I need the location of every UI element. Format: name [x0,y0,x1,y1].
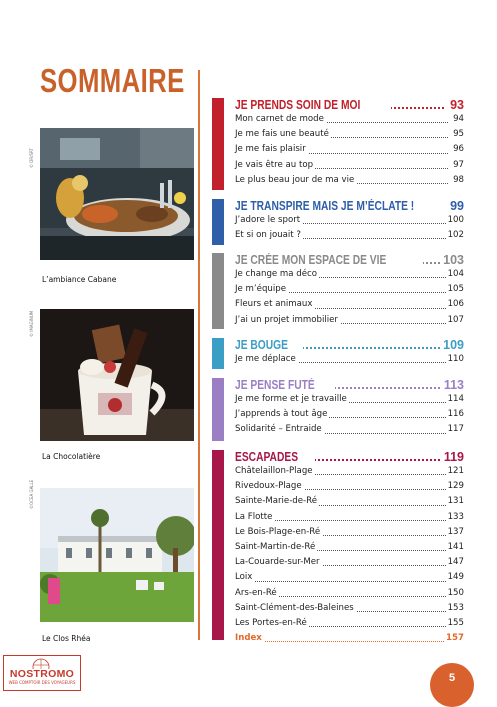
entry-page: 106 [446,297,464,312]
photo-chocolatiere [40,309,194,441]
photo-credit: © DR/SRT [29,148,34,168]
toc-entry[interactable] [235,173,464,188]
toc-entry[interactable] [235,540,464,555]
section-title[interactable] [235,450,464,464]
entry-label: Je me déplace [235,352,298,367]
entry-page: 137 [446,525,464,540]
photo-caption: La Chocolatière [42,452,101,461]
toc-entry[interactable] [235,267,464,282]
entry-label: Saint-Clément-des-Baleines [235,601,356,616]
photo-credit: © IMAGINUM [29,310,34,337]
section-page: 109 [443,338,464,352]
garden-house-image [40,488,194,622]
section-title-text: JE PRENDS SOIN DE MOI [235,98,361,112]
entry-page: 98 [451,173,464,188]
entry-label: La Flotte [235,510,274,525]
section-color-bar [212,338,224,369]
entry-label: Je vais être au top [235,158,315,173]
entry-page: 131 [446,494,464,509]
section-title[interactable] [235,98,464,112]
toc-entry[interactable] [235,525,464,540]
entry-page: 107 [446,313,464,328]
toc-entry[interactable] [235,422,464,437]
toc-entry[interactable] [235,616,464,631]
entry-page: 117 [446,422,464,437]
entry-label: Ars-en-Ré [235,586,279,601]
photo-caption: Le Clos Rhéa [42,634,91,643]
entry-label: Je me forme et je travaille [235,392,349,407]
toc-entry[interactable] [235,555,464,570]
toc-entry[interactable] [235,479,464,494]
chocolate-mug-image [40,309,194,441]
toc-entry[interactable] [235,586,464,601]
publisher-logo [3,655,81,691]
section-title[interactable] [235,199,464,213]
logo-tagline: WEB COMPTOIR DES VOYAGEURS [8,680,76,685]
entry-page: 96 [451,142,464,157]
section-title-text: JE BOUGE [235,338,288,352]
section-color-bar [212,253,224,329]
entry-label: Je me fais une beauté [235,127,331,142]
entry-label: Les Portes-en-Ré [235,616,309,631]
entry-page: 105 [446,282,464,297]
toc-entry[interactable] [235,494,464,509]
entry-label: Loix [235,570,254,585]
section-color-bar [212,450,224,640]
entry-label: Saint-Martin-de-Ré [235,540,317,555]
section-title-text: JE TRANSPIRE MAIS JE M’ÉCLATE ! [235,199,415,213]
section-title[interactable] [235,378,464,392]
entry-page: 157 [444,631,464,646]
section-color-bar [212,378,224,441]
section-title[interactable] [235,253,464,267]
entry-label: J’ai un projet immobilier [235,313,340,328]
section-page: 119 [443,450,464,464]
section-color-bar [212,199,224,245]
toc-entry[interactable] [235,313,464,328]
toc-section-soin [212,98,464,190]
entry-page: 110 [446,352,464,367]
entry-label: Solidarité – Entraide [235,422,324,437]
entry-label: Sainte-Marie-de-Ré [235,494,319,509]
entry-label: Je change ma déco [235,267,319,282]
section-title-text: JE PENSE FUTÉ [235,378,315,392]
toc-entry[interactable] [235,510,464,525]
toc-entry[interactable] [235,601,464,616]
toc-entry[interactable] [235,464,464,479]
photo-credit: ©OCEA GALLE [29,479,34,509]
toc-section-futé [212,378,464,441]
divider-rule [198,70,200,640]
toc-entry[interactable] [235,407,464,422]
entry-page: 100 [446,213,464,228]
toc-section-espace [212,253,464,329]
page-title: SOMMAIRE [40,62,185,99]
entry-label: Rivedoux-Plage [235,479,304,494]
photo-clos-rhea [40,488,194,622]
entry-page: 94 [451,112,464,127]
entry-label: Je me fais plaisir [235,142,308,157]
entry-label: J’adore le sport [235,213,302,228]
seafood-platter-image [40,128,194,260]
entry-label: Je m’équipe [235,282,288,297]
entry-label: Et si on jouait ? [235,228,303,243]
toc-entry[interactable] [235,570,464,585]
section-color-bar [212,98,224,190]
entry-page: 121 [446,464,464,479]
entry-page: 95 [451,127,464,142]
entry-page: 153 [446,601,464,616]
toc-entry-index[interactable] [235,631,464,646]
toc-entry[interactable] [235,213,464,228]
toc-section-escapades [212,450,464,644]
entry-label: Le plus beau jour de ma vie [235,173,356,188]
entry-label: Fleurs et animaux [235,297,314,312]
entry-label: La-Couarde-sur-Mer [235,555,322,570]
section-title[interactable] [235,338,464,352]
entry-page: 155 [446,616,464,631]
entry-page: 133 [446,510,464,525]
photo-caption: L’ambiance Cabane [42,275,117,284]
section-page: 103 [443,253,464,267]
toc-section-bouge [212,338,464,369]
entry-label: Mon carnet de mode [235,112,326,127]
entry-page: 104 [446,267,464,282]
toc-entry[interactable] [235,127,464,142]
toc-entry[interactable] [235,228,464,243]
entry-page: 150 [446,586,464,601]
entry-page: 116 [446,407,464,422]
toc-entry[interactable] [235,297,464,312]
entry-label: Le Bois-Plage-en-Ré [235,525,322,540]
entry-page: 97 [451,158,464,173]
entry-page: 129 [446,479,464,494]
section-title-text: ESCAPADES [235,450,299,464]
toc-section-sport [212,199,464,245]
toc-entry[interactable] [235,352,464,367]
toc-entry[interactable] [235,142,464,157]
photo-cabane [40,128,194,260]
toc-entry[interactable] [235,282,464,297]
section-page: 93 [450,98,464,112]
toc-entry[interactable] [235,112,464,127]
section-title-text: JE CRÉE MON ESPACE DE VIE [235,253,387,267]
entry-label: J’apprends à tout âge [235,407,329,422]
logo-name: NOSTROMO [9,668,75,680]
toc-entry[interactable] [235,158,464,173]
globe-icon [32,657,50,669]
section-page: 99 [450,199,464,213]
toc-entry[interactable] [235,392,464,407]
page-number: 5 [430,663,474,707]
entry-page: 147 [446,555,464,570]
entry-page: 141 [446,540,464,555]
entry-page: 149 [446,570,464,585]
entry-label: Châtelaillon-Plage [235,464,315,479]
entry-page: 114 [446,392,464,407]
entry-label: Index [235,631,264,646]
section-page: 113 [443,378,464,392]
entry-page: 102 [446,228,464,243]
